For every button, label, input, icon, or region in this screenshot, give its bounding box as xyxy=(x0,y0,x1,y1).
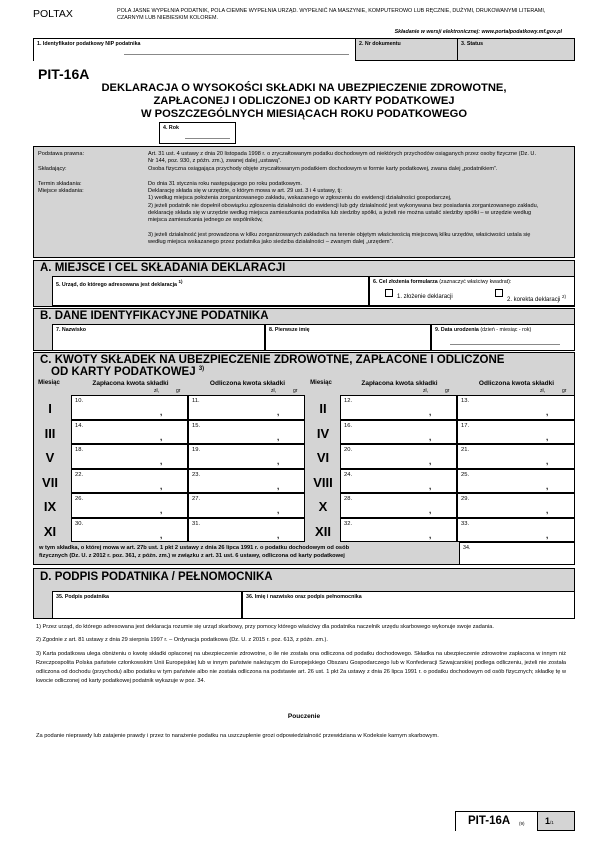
decimal-comma: , xyxy=(277,408,280,417)
footer-page: 1/1 xyxy=(545,816,554,826)
paid-amount-field[interactable] xyxy=(71,469,188,494)
col-paid-right: Zapłacona kwota składki xyxy=(361,380,438,387)
place-item-3: 3) jeżeli działalność jest prowadzona w kilku zorganizowanych zakładach na terenie objętym właściwością miejscową kilku urzędów, właściwości ustala się według miejsca wskazanego przez podatnika jako siedziba działalności – zwanym dalej „urzędem”. xyxy=(148,232,531,245)
field-number: 18. xyxy=(75,447,84,453)
col-zl-left-2: zł, xyxy=(271,388,276,394)
deducted-amount-field[interactable] xyxy=(457,395,575,420)
electronic-filing-note: Składanie w wersji elektronicznej: www.portalpodatkowy.mf.gov.pl xyxy=(394,29,562,35)
decimal-comma: , xyxy=(429,506,432,515)
decimal-comma: , xyxy=(160,408,163,417)
decimal-comma: , xyxy=(546,530,549,540)
deducted-amount-field[interactable] xyxy=(188,395,305,420)
section-d-title: D. PODPIS PODATNIKA / PEŁNOMOCNIKA xyxy=(40,571,273,583)
deducted-amount-field[interactable] xyxy=(457,420,575,445)
month-label: II xyxy=(319,401,327,416)
col-month-left: Miesiąc xyxy=(38,380,60,386)
col-ded-left: Odliczona kwota składki xyxy=(209,380,286,387)
year-dash-guides xyxy=(185,138,230,139)
status-field: 3. Status xyxy=(461,41,484,47)
deadline-text: Do dnia 31 stycznia roku następującego po roku podatkowym. xyxy=(148,181,302,187)
field-number: 21. xyxy=(461,447,470,453)
section-a xyxy=(33,260,575,307)
deducted-amount-field[interactable] xyxy=(457,493,575,518)
deducted-amount-field[interactable] xyxy=(457,518,575,543)
place-item-2: 2) jeżeli podatnik nie dopełnił obowiązku zgłoszenia działalności do ewidencji lub gdy działalność jest wykonywana bez posiadania zorganizowanego zakładu, deklarację składa się w urzędzie według miejsca zamieszkania podatnika lub siedziby spółki, a jeżeli nie można ustalić siedziby spółki – w urzędzie według miejsca zamieszkania jednego ze wspólników, xyxy=(148,203,539,223)
option-correction: 2. korekta deklaracji $^{2)}$ xyxy=(507,294,567,303)
decimal-comma: , xyxy=(546,506,549,515)
paid-amount-field[interactable] xyxy=(71,420,188,445)
month-label: VII xyxy=(42,474,58,490)
firstname-field[interactable]: 8. Pierwsze imię xyxy=(265,324,431,351)
paid-amount-field[interactable] xyxy=(340,493,457,518)
footer-form-code-cell xyxy=(456,812,538,831)
footer-form-version: (9) xyxy=(519,821,525,826)
dob-field[interactable]: 9. Data urodzenia (dzień - miesiąc - rok) xyxy=(431,324,575,351)
field-number: 32. xyxy=(344,520,353,527)
field-number: 33. xyxy=(461,520,470,527)
checkbox-declaration[interactable] xyxy=(385,289,393,297)
field-number: 14. xyxy=(75,422,84,429)
section-a-title: A. MIEJSCE I CEL SKŁADANIA DEKLARACJI xyxy=(40,262,286,274)
footnote-1: 1) Przez urząd, do którego adresowana jest deklaracja rozumie się urząd skarbowy, przy pomocy którego właściwy dla podatnika naczelnik urzędu skarbowego wykonuje swoje zadania. xyxy=(36,624,494,630)
decimal-comma: , xyxy=(546,432,549,442)
proxy-field[interactable]: 36. Imię i nazwisko oraz podpis pełnomocnika xyxy=(242,591,575,619)
month-label: X xyxy=(318,499,328,514)
field-number: 10. xyxy=(75,398,84,404)
field-number: 24. xyxy=(344,471,353,478)
form-title-line2: ZAPŁACONEJ I ODLICZONEJ OD KARTY PODATKOWEJ xyxy=(153,95,455,107)
field-number: 22. xyxy=(75,471,84,478)
decimal-comma: , xyxy=(429,432,432,442)
month-label: III xyxy=(44,425,56,441)
place-item-1: 1) według miejsca położenia zorganizowanego zakładu, wskazanego w zgłoszeniu do ewidencji działalności gospodarczej, xyxy=(148,195,452,201)
decimal-comma: , xyxy=(429,457,432,466)
decimal-comma: , xyxy=(277,481,280,491)
field-number: 28. xyxy=(344,496,353,502)
month-label: VIII xyxy=(313,474,333,490)
year-field[interactable]: 4. Rok xyxy=(159,122,236,144)
month-label: XI xyxy=(43,523,57,539)
footer-box xyxy=(455,811,575,831)
footnote-3: 3) Karta podatkowa ulega obniżeniu o kwotę składki opłaconej na ubezpieczenie zdrowotne, o ile nie została ona odliczona od podatku dochodowego. Składka na ubezpieczenie zdrowotne zapłacona w innym niż Rzeczpospolita Polska państwie członkowskim Unii Europejskiej lub w innym państwie należącym do Europejskiego Obszaru Gospodarczego lub w Konfederacji Szwajcarskiej podlega odliczeniu, jeżeli nie została odliczona od dochodu (przychodu) albo podatku w tym państwie albo nie została odliczona na podstawie art. 26 ust. 1 pkt 2a ustawy z dnia 26 lipca 1991 r. o podatku dochodowym od osób fizycznych; składkę tę w kwocie odliczonej od karty podatkowej podatnik wykazuje w poz. 34. xyxy=(36,651,566,684)
col-zl-left-1: zł, xyxy=(154,388,159,394)
section-c xyxy=(33,352,575,565)
decimal-comma: , xyxy=(429,530,432,540)
field-number: 16. xyxy=(344,422,353,429)
paid-amount-field[interactable] xyxy=(71,395,188,420)
deducted-amount-field[interactable] xyxy=(188,518,305,543)
field-number: 15. xyxy=(192,422,201,429)
month-label: V xyxy=(45,450,55,465)
notice-title: Pouczenie xyxy=(287,713,321,720)
paid-amount-field[interactable] xyxy=(340,469,457,494)
col-gr-left-2: gr xyxy=(293,388,298,394)
decimal-comma: , xyxy=(429,481,432,491)
col-zl-right-1: zł, xyxy=(423,388,428,394)
form-title-line1: DEKLARACJA O WYSOKOŚCI SKŁADKI NA UBEZPIECZENIE ZDROWOTNE, xyxy=(101,82,507,94)
deducted-amount-field[interactable] xyxy=(457,444,575,469)
top-fields-row xyxy=(33,38,575,61)
signature-field[interactable]: 35. Podpis podatnika xyxy=(52,591,242,619)
office-field[interactable]: 5. Urząd, do którego adresowana jest deklaracja $^{1)}$ xyxy=(52,276,369,306)
place-intro: Deklarację składa się w urzędzie, o którym mowa w art. 29 ust. 3 i 4 ustawy, tj: xyxy=(148,188,342,194)
decimal-comma: , xyxy=(546,481,549,491)
place-label: Miejsce składania: xyxy=(38,188,84,194)
month-label: IV xyxy=(316,425,330,441)
info-block xyxy=(33,146,575,258)
section-c-title-line2: OD KARTY PODATKOWEJ $^{3)}$ xyxy=(51,366,205,378)
field-number: 19. xyxy=(192,447,201,453)
col-gr-right-2: gr xyxy=(562,388,567,394)
paid-amount-field[interactable] xyxy=(340,444,457,469)
filer-text: Osoba fizyczna osiągająca przychody objęte zryczałtowanym podatkiem dochodowym w formie karty podatkowej, zwana dalej „podatnikiem”. xyxy=(148,166,498,172)
decimal-comma: , xyxy=(160,481,163,491)
month-label: IX xyxy=(43,499,57,514)
footer-form-code: PIT-16A xyxy=(468,815,511,827)
total-description-line2: fizycznych (Dz. U. z 2012 r. poz. 361, z późn. zm.) w związku z art. 31 ust. 6 ustawy, odliczona od karty podatkowej xyxy=(39,553,345,559)
decimal-comma: , xyxy=(160,506,163,515)
field-number: 23. xyxy=(192,471,201,478)
decimal-comma: , xyxy=(277,506,280,515)
decimal-comma: , xyxy=(429,408,432,417)
section-c-title-line1: C. KWOTY SKŁADEK NA UBEZPIECZENIE ZDROWOTNE, ZAPŁACONE I ODLICZONE xyxy=(40,354,505,366)
section-b-title: B. DANE IDENTYFIKACYJNE PODATNIKA xyxy=(40,310,269,322)
field-number: 30. xyxy=(75,520,84,527)
decimal-comma: , xyxy=(546,457,549,466)
total-description-line1: w tym składka, o której mowa w art. 27b ust. 1 pkt 2 ustawy z dnia 26 lipca 1991 r. o podatku dochodowym od osób xyxy=(39,545,350,551)
decimal-comma: , xyxy=(277,457,280,466)
field-number: 11. xyxy=(192,398,200,404)
section-d xyxy=(33,568,575,619)
col-zl-right-2: zł, xyxy=(540,388,545,394)
field-number: 29. xyxy=(461,496,470,502)
field-number: 31. xyxy=(192,520,201,527)
header-instructions: POLA JASNE WYPEŁNIA PODATNIK, POLA CIEMNE WYPEŁNIA URZĄD. WYPEŁNIĆ NA MASZYNIE, KOMPUTEROWO LUB RĘCZNIE, DUŻYMI, DRUKOWANYMI LITERAMI, CZARNYM LUB NIEBIESKIM KOLOREM. xyxy=(117,8,546,21)
deducted-amount-field[interactable] xyxy=(188,493,305,518)
field-number: 13. xyxy=(461,398,470,404)
basis-text: Art. 31 ust. 4 ustawy z dnia 20 listopada 1998 r. o zryczałtowanym podatku dochodowym od niektórych przychodów osiąganych przez osoby fizyczne (Dz. U. Nr 144, poz. 930, z późn. zm.), zwanej dalej „ustawą”. xyxy=(148,151,537,164)
paid-amount-field[interactable] xyxy=(340,395,457,420)
notice-text: Za podanie nieprawdy lub zatajenie prawdy i przez to narażenie podatku na uszczuplenie grozi odpowiedzialność przewidziana w Kodeksie karnym skarbowym. xyxy=(36,733,439,739)
col-gr-right-1: gr xyxy=(445,388,450,394)
decimal-comma: , xyxy=(160,457,163,466)
month-label: I xyxy=(48,401,52,416)
nip-dash-guides xyxy=(124,54,349,55)
field-number: 25. xyxy=(461,471,470,478)
nip-field[interactable]: 1. Identyfikator podatkowy NIP podatnika xyxy=(34,39,356,61)
field-number: 27. xyxy=(192,496,201,502)
deducted-amount-field[interactable] xyxy=(188,469,305,494)
document-number-field: 2. Nr dokumentu xyxy=(356,39,458,61)
decimal-comma: , xyxy=(546,408,549,417)
surname-field[interactable]: 7. Nazwisko xyxy=(52,324,265,351)
decimal-comma: , xyxy=(160,432,163,442)
decimal-comma: , xyxy=(160,530,163,540)
col-ded-right: Odliczona kwota składki xyxy=(478,380,555,387)
form-title-line3: W POSZCZEGÓLNYCH MIESIĄCACH ROKU PODATKOWEGO xyxy=(140,108,468,120)
field-number: 20. xyxy=(344,447,353,453)
footnote-2: 2) Zgodnie z art. 81 ustawy z dnia 29 sierpnia 1997 r. – Ordynacja podatkowa (Dz. U. z 2015 r. poz. 613, z późn. zm.). xyxy=(36,637,328,643)
total-row xyxy=(34,542,575,565)
dob-dash-guides xyxy=(450,344,560,345)
deducted-amount-field[interactable] xyxy=(188,444,305,469)
option-declaration-label: 1. złożenie deklaracji xyxy=(397,294,453,300)
paid-amount-field[interactable] xyxy=(340,420,457,445)
field-number: 26. xyxy=(75,496,84,502)
paid-amount-field[interactable] xyxy=(340,518,457,543)
checkbox-correction[interactable] xyxy=(495,289,503,297)
poltax-logo: POLTAX xyxy=(33,8,73,20)
basis-label: Podstawa prawna: xyxy=(38,151,85,157)
field-number: 17. xyxy=(461,422,470,429)
paid-amount-field[interactable] xyxy=(71,444,188,469)
purpose-field: 6. Cel złożenia formularza (zaznaczyć właściwy kwadrat): 1. złożenie deklaracji 2. korekta deklaracji $^{2)}$ xyxy=(369,276,575,306)
form-code: PIT-16A xyxy=(38,66,90,82)
col-month-right: Miesiąc xyxy=(310,380,332,386)
paid-amount-field[interactable] xyxy=(71,518,188,543)
filer-label: Składający: xyxy=(38,166,67,172)
deadline-label: Termin składania: xyxy=(38,181,82,187)
field-number: 12. xyxy=(344,398,353,404)
col-paid-left: Zapłacona kwota składki xyxy=(92,380,169,387)
decimal-comma: , xyxy=(277,432,280,442)
amounts-table-header xyxy=(34,378,575,394)
deducted-amount-field[interactable] xyxy=(457,469,575,494)
decimal-comma: , xyxy=(277,530,280,540)
paid-amount-field[interactable] xyxy=(71,493,188,518)
deducted-amount-field[interactable] xyxy=(188,420,305,445)
total-amount-field[interactable]: 34. xyxy=(459,542,575,565)
month-label: VI xyxy=(316,450,330,465)
col-gr-left-1: gr xyxy=(176,388,181,394)
section-b xyxy=(33,308,575,351)
month-label: XII xyxy=(315,523,331,539)
